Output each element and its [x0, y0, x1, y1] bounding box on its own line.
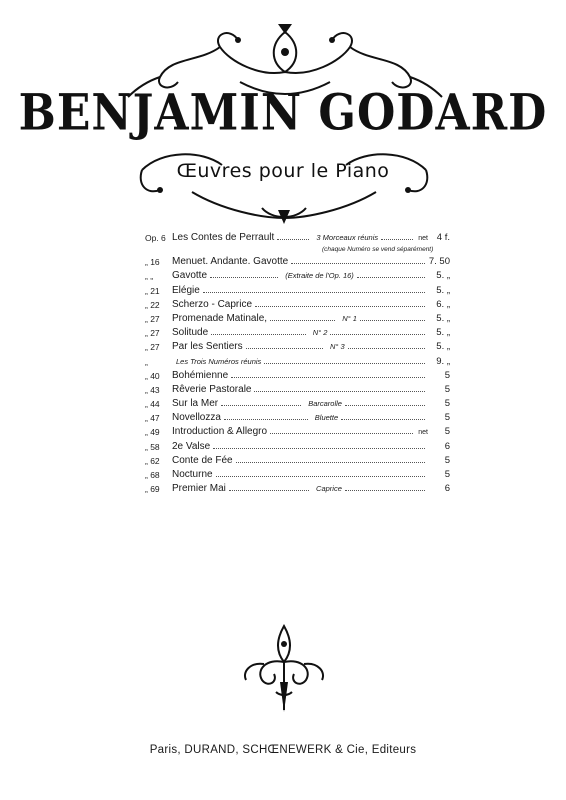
work-subtitle: Les Trois Numéros réunis	[176, 356, 262, 366]
catalog-row	[145, 397, 451, 411]
opus-number: „ 49	[145, 427, 160, 438]
catalog-row-body	[172, 440, 450, 454]
catalog-row-body	[172, 355, 450, 369]
price: 5	[444, 426, 450, 438]
catalog-row-body	[172, 231, 450, 246]
leader-dots	[277, 238, 309, 240]
work-title: Conte de Fée	[172, 454, 233, 466]
catalog-row	[145, 482, 450, 496]
work-title: Promenade Matinale,	[172, 312, 268, 324]
leader-dots	[203, 291, 425, 293]
work-subtitle: N° 3	[329, 342, 345, 352]
opus-number: „ 69	[145, 484, 160, 495]
work-title: Menuet. Andante. Gavotte	[172, 256, 289, 268]
composer-title: BENJAMIN GODARD	[18, 84, 548, 143]
work-subtitle: Bluette	[314, 413, 339, 423]
catalog-row	[145, 355, 450, 369]
catalog-row-body	[172, 482, 450, 496]
work-subtitle: Barcarolle	[308, 399, 342, 409]
price: 5. „	[436, 341, 451, 353]
catalog-row	[145, 340, 451, 354]
catalog-row	[145, 411, 450, 425]
leader-dots	[254, 390, 425, 392]
price: 5	[444, 369, 450, 381]
catalog-note	[150, 245, 450, 255]
works-catalog	[145, 231, 451, 496]
work-title: Scherzo - Caprice	[172, 298, 253, 310]
leader-dots	[236, 461, 425, 463]
catalog-row-body	[172, 468, 450, 482]
work-subtitle: N° 1	[342, 313, 357, 323]
opus-number: „ 62	[145, 455, 160, 466]
catalog-note-text: (chaque Numéro se vend séparément)	[322, 246, 434, 254]
work-title: Gavotte	[172, 270, 208, 282]
catalog-row	[145, 440, 450, 454]
price: 5	[444, 469, 450, 480]
price: 6. „	[436, 298, 450, 310]
opus-number: „ 47	[145, 413, 160, 424]
work-title: Les Contes de Perrault	[172, 232, 275, 243]
work-title: Par les Sentiers	[172, 341, 243, 353]
opus-number: „ 44	[145, 399, 160, 410]
opus-number: „ 16	[145, 257, 160, 268]
opus-number: „	[145, 356, 148, 367]
price: 5	[444, 454, 450, 466]
work-subtitle: (Extraite de l'Op. 16)	[285, 271, 354, 281]
price: 7. 50	[428, 256, 450, 268]
catalog-row	[145, 231, 450, 245]
catalog-row	[145, 326, 450, 340]
work-title: Rêverie Pastorale	[172, 383, 252, 395]
catalog-row	[145, 454, 450, 468]
leader-dots	[211, 333, 306, 335]
catalog-row	[145, 284, 450, 298]
work-title: Novellozza	[172, 412, 221, 424]
leader-dots	[360, 319, 425, 321]
catalog-row	[145, 383, 450, 397]
catalog-row-body	[172, 326, 450, 340]
price: 5. „	[436, 284, 450, 296]
opus-number: Op. 6	[145, 233, 166, 243]
work-title: Elégie	[172, 284, 200, 296]
catalog-row	[145, 269, 451, 283]
leader-dots	[381, 238, 413, 240]
catalog-row-body	[172, 284, 450, 298]
catalog-row-body	[172, 397, 450, 411]
catalog-row	[145, 468, 450, 482]
leader-dots	[213, 447, 425, 449]
work-title: Premier Mai	[172, 483, 226, 495]
opus-number: „ „	[145, 271, 154, 282]
catalog-row	[145, 369, 450, 383]
work-title: Bohémienne	[172, 369, 229, 381]
price: 6	[444, 440, 450, 452]
opus-number: „ 40	[145, 370, 160, 381]
catalog-row-body	[172, 369, 450, 383]
price: 5	[444, 398, 451, 410]
fleur-de-lis-ornament	[236, 622, 332, 714]
leader-dots	[221, 404, 301, 406]
catalog-row-body	[172, 245, 450, 255]
leader-dots	[231, 376, 425, 378]
leader-dots	[348, 347, 425, 349]
work-title: Introduction & Allegro	[172, 426, 268, 438]
work-subtitle: 3 Morceaux réunis	[316, 233, 379, 242]
catalog-row	[145, 298, 450, 312]
price: 4 f.	[436, 232, 450, 243]
work-title: 2e Valse	[172, 440, 211, 452]
work-title: Sur la Mer	[172, 398, 219, 410]
leader-dots	[270, 319, 335, 321]
leader-dots	[264, 362, 425, 364]
price: 5	[444, 383, 450, 395]
leader-dots	[345, 404, 425, 406]
catalog-row	[145, 312, 451, 326]
opus-number: „ 27	[145, 313, 160, 324]
work-title: Solitude	[172, 327, 209, 339]
leader-dots	[255, 305, 425, 307]
price: 9. „	[436, 355, 450, 367]
opus-number: „ 27	[145, 328, 160, 339]
catalog-row	[145, 255, 450, 269]
catalog-row-body	[172, 312, 450, 326]
opus-number: „ 21	[145, 285, 160, 296]
leader-dots	[270, 432, 413, 434]
price: 6	[444, 483, 450, 495]
subtitle: Œuvres pour le Piano	[176, 160, 390, 182]
price: 5. „	[436, 270, 451, 282]
leader-dots	[330, 333, 425, 335]
price: 5. „	[436, 327, 450, 339]
price: 5. „	[436, 312, 451, 324]
catalog-row	[145, 425, 450, 439]
catalog-row-body	[172, 255, 450, 269]
opus-number: „ 68	[145, 470, 160, 480]
leader-dots	[210, 276, 278, 278]
leader-dots	[291, 262, 425, 264]
opus-number: „ 43	[145, 384, 160, 395]
leader-dots	[246, 347, 323, 349]
price: 5	[444, 412, 450, 424]
work-subtitle: Caprice	[316, 484, 342, 494]
catalog-row-body	[172, 269, 450, 283]
net-label: net	[418, 429, 428, 437]
opus-number: „ 22	[145, 299, 160, 310]
opus-number: „ 27	[145, 342, 160, 353]
work-title: Nocturne	[172, 469, 213, 480]
leader-dots	[341, 418, 425, 420]
catalog-row-body	[172, 298, 450, 312]
catalog-row-body	[172, 411, 450, 425]
catalog-row-body	[172, 454, 450, 468]
catalog-row-body	[172, 425, 450, 440]
work-subtitle: N° 2	[312, 328, 328, 338]
leader-dots	[229, 489, 309, 491]
catalog-row-body	[172, 340, 450, 354]
leader-dots	[224, 418, 308, 420]
leader-dots	[357, 276, 425, 278]
catalog-row-body	[172, 383, 450, 397]
publisher-line: Paris, DURAND, SCHŒNEWERK & Cie, Editeurs	[149, 744, 417, 756]
opus-number: „ 58	[145, 441, 160, 452]
leader-dots	[216, 475, 425, 477]
leader-dots	[345, 489, 425, 491]
net-label: net	[418, 235, 428, 242]
